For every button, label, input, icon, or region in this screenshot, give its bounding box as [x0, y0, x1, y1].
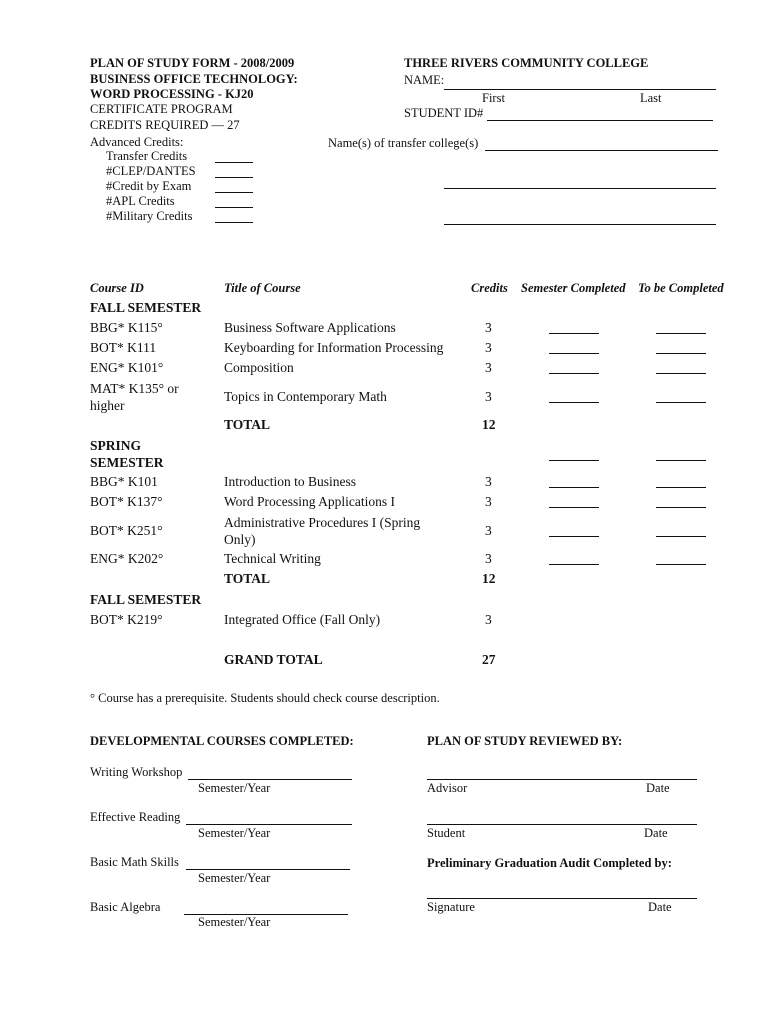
course-title: Topics in Contemporary Math — [224, 389, 387, 404]
to-be-completed-blank[interactable] — [656, 353, 706, 354]
course-title: Business Software Applications — [224, 320, 396, 335]
student-id-line[interactable] — [487, 120, 713, 121]
student-date-label: Date — [644, 826, 668, 840]
first-name-caption: First — [482, 91, 505, 105]
developmental-heading: DEVELOPMENTAL COURSES COMPLETED: — [90, 734, 354, 748]
course-id: ENG* K101° — [90, 360, 164, 375]
advisor-label: Advisor — [427, 781, 468, 795]
student-id-label: STUDENT ID# — [404, 106, 484, 120]
spring-total-label: TOTAL — [224, 571, 271, 586]
course-credits: 3 — [485, 389, 492, 404]
advisor-date-label: Date — [646, 781, 670, 795]
adv-item-exam: #Credit by Exam — [106, 179, 192, 193]
course-id: BOT* K137° — [90, 494, 163, 509]
dev-line-reading[interactable] — [186, 824, 352, 825]
signature-date-label: Date — [648, 900, 672, 914]
advanced-credits-label: Advanced Credits: — [90, 135, 184, 149]
col-to-be-completed: To be Completed — [638, 281, 724, 295]
to-be-completed-blank[interactable] — [656, 333, 706, 334]
semester-completed-blank[interactable] — [549, 487, 599, 488]
adv-line-transfer[interactable] — [215, 162, 253, 163]
dev-semester-year: Semester/Year — [198, 915, 271, 929]
transfer-college-label: Name(s) of transfer college(s) — [328, 136, 479, 150]
dev-semester-year: Semester/Year — [198, 826, 271, 840]
semester-completed-blank[interactable] — [549, 564, 599, 565]
course-credits: 3 — [485, 494, 492, 509]
prerequisite-note: ° Course has a prerequisite. Students should check course description. — [90, 691, 440, 705]
transfer-line-3[interactable] — [444, 224, 716, 225]
course-credits: 3 — [485, 551, 492, 566]
course-credits: 3 — [485, 474, 492, 489]
review-heading: PLAN OF STUDY REVIEWED BY: — [427, 734, 623, 748]
adv-item-clep: #CLEP/DANTES — [106, 164, 196, 178]
to-be-completed-blank[interactable] — [656, 536, 706, 537]
dev-item-algebra: Basic Algebra — [90, 900, 161, 914]
course-id: BBG* K115° — [90, 320, 163, 335]
audit-signature-line[interactable] — [427, 898, 697, 899]
adv-line-exam[interactable] — [215, 192, 253, 193]
course-title: Technical Writing — [224, 551, 321, 566]
student-label: Student — [427, 826, 466, 840]
adv-item-apl: #APL Credits — [106, 194, 175, 208]
course-title: Integrated Office (Fall Only) — [224, 612, 381, 627]
col-semester-completed: Semester Completed — [521, 281, 626, 295]
audit-heading: Preliminary Graduation Audit Completed by: — [427, 856, 672, 870]
semester-completed-blank[interactable] — [549, 402, 599, 403]
course-id: BOT* K111 — [90, 340, 157, 355]
course-credits: 3 — [485, 320, 492, 335]
grand-total-value: 27 — [482, 652, 496, 667]
adv-line-military[interactable] — [215, 222, 253, 223]
dev-item-writing: Writing Workshop — [90, 765, 183, 779]
student-signature-line[interactable] — [427, 824, 697, 825]
name-line[interactable] — [444, 89, 716, 90]
course-credits: 3 — [485, 612, 492, 627]
last-name-caption: Last — [640, 91, 662, 105]
program-name: BUSINESS OFFICE TECHNOLOGY: — [90, 72, 298, 86]
course-title: Administrative Procedures I (Spring Only) — [224, 515, 421, 547]
dev-line-math[interactable] — [186, 869, 350, 870]
to-be-completed-blank[interactable] — [656, 402, 706, 403]
course-id: BBG* K101 — [90, 474, 158, 489]
to-be-completed-blank[interactable] — [656, 373, 706, 374]
course-credits: 3 — [485, 523, 492, 538]
fall-semester-heading: FALL SEMESTER — [90, 300, 202, 315]
semester-completed-blank[interactable] — [549, 373, 599, 374]
grand-total-label: GRAND TOTAL — [224, 652, 323, 667]
dev-semester-year: Semester/Year — [198, 871, 271, 885]
semester-completed-blank[interactable] — [549, 353, 599, 354]
college-name: THREE RIVERS COMMUNITY COLLEGE — [404, 56, 649, 70]
fall-total-value: 12 — [482, 417, 496, 432]
dev-line-writing[interactable] — [188, 779, 352, 780]
course-id: BOT* K251° — [90, 523, 163, 538]
adv-item-military: #Military Credits — [106, 209, 193, 223]
spring-semester-completed-blank[interactable] — [549, 460, 599, 461]
advisor-signature-line[interactable] — [427, 779, 697, 780]
course-id: ENG* K202° — [90, 551, 164, 566]
fall-semester-2-heading: FALL SEMESTER — [90, 592, 202, 607]
course-title: Introduction to Business — [224, 474, 356, 489]
to-be-completed-blank[interactable] — [656, 507, 706, 508]
certificate-label: CERTIFICATE PROGRAM — [90, 102, 233, 116]
adv-line-apl[interactable] — [215, 207, 253, 208]
program-track: WORD PROCESSING - KJ20 — [90, 87, 254, 101]
dev-semester-year: Semester/Year — [198, 781, 271, 795]
adv-item-transfer: Transfer Credits — [106, 149, 188, 163]
to-be-completed-blank[interactable] — [656, 564, 706, 565]
course-title: Composition — [224, 360, 294, 375]
name-label: NAME: — [404, 73, 445, 87]
course-id: MAT* K135° or higher — [90, 381, 179, 413]
spring-semester-heading: SPRING SEMESTER — [90, 438, 164, 470]
col-credits: Credits — [471, 281, 508, 295]
course-title: Keyboarding for Information Processing — [224, 340, 444, 355]
semester-completed-blank[interactable] — [549, 536, 599, 537]
semester-completed-blank[interactable] — [549, 333, 599, 334]
adv-line-clep[interactable] — [215, 177, 253, 178]
dev-item-math: Basic Math Skills — [90, 855, 179, 869]
credits-required: CREDITS REQUIRED — 27 — [90, 118, 240, 132]
col-course-id: Course ID — [90, 281, 144, 295]
course-title: Word Processing Applications I — [224, 494, 396, 509]
transfer-line-2[interactable] — [444, 188, 716, 189]
spring-total-value: 12 — [482, 571, 496, 586]
signature-label: Signature — [427, 900, 475, 914]
course-credits: 3 — [485, 340, 492, 355]
form-title: PLAN OF STUDY FORM - 2008/2009 — [90, 56, 295, 70]
semester-completed-blank[interactable] — [549, 507, 599, 508]
spring-to-be-completed-blank[interactable] — [656, 460, 706, 461]
transfer-line-1[interactable] — [485, 150, 718, 151]
col-title: Title of Course — [224, 281, 301, 295]
course-id: BOT* K219° — [90, 612, 163, 627]
course-credits: 3 — [485, 360, 492, 375]
dev-item-reading: Effective Reading — [90, 810, 181, 824]
to-be-completed-blank[interactable] — [656, 487, 706, 488]
fall-total-label: TOTAL — [224, 417, 271, 432]
